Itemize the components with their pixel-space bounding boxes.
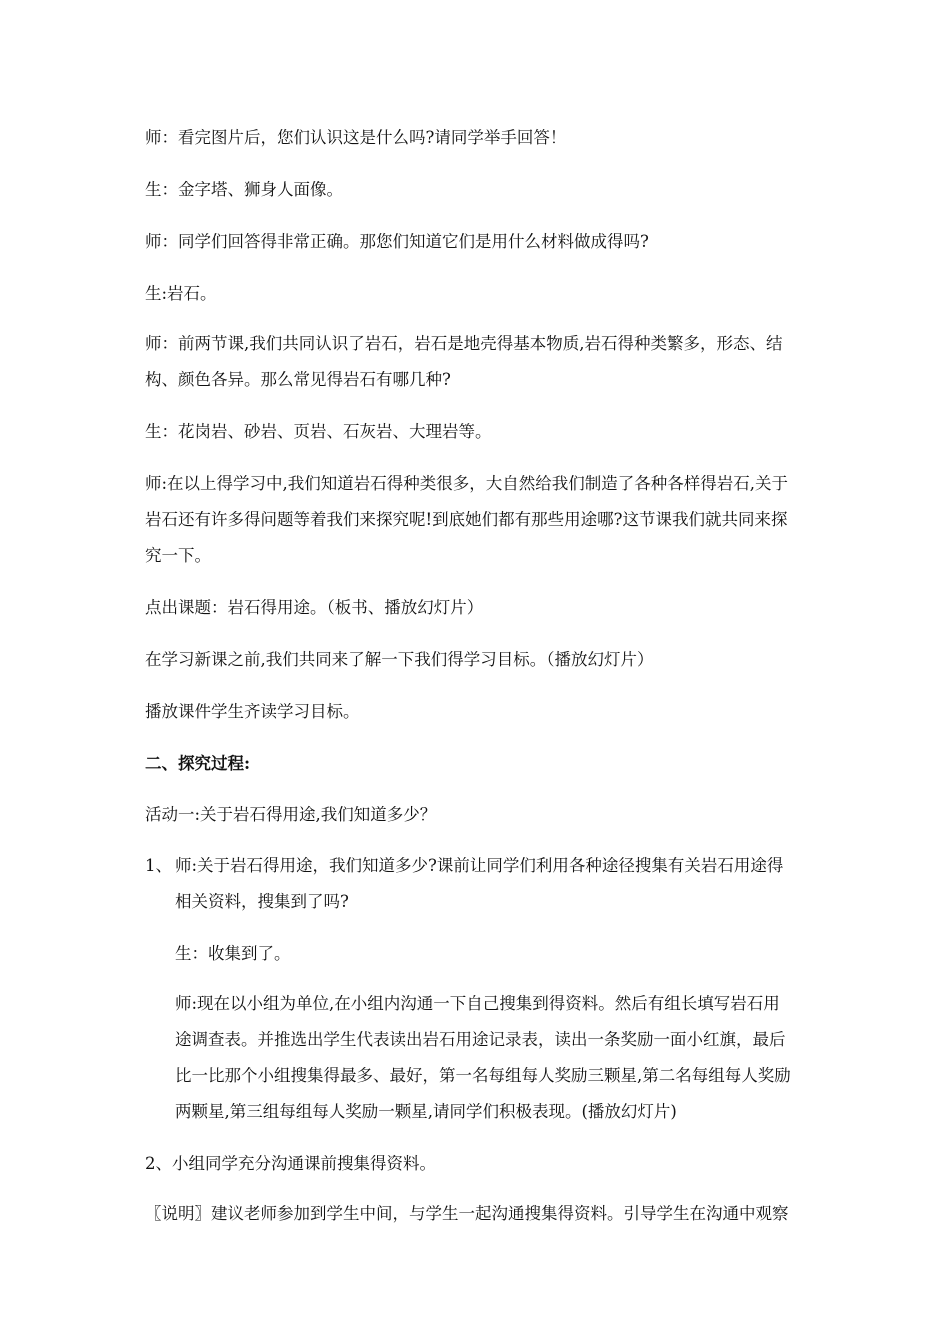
teacher-line-4a: 师:在以上得学习中,我们知道岩石得种类很多，大自然给我们制造了各种各样得岩石,关于	[145, 474, 789, 493]
teacher-line-3b: 构、颜色各异。那么常见得岩石有哪几种?	[145, 370, 451, 389]
learning-goals-intro: 在学习新课之前,我们共同来了解一下我们得学习目标。（播放幻灯片）	[145, 650, 654, 669]
student-line-1: 生：金字塔、狮身人面像。	[145, 180, 343, 199]
lesson-topic: 点出课题：岩石得用途。（板书、播放幻灯片）	[145, 598, 484, 617]
teacher-instruction-line-1: 师:现在以小组为单位,在小组内沟通一下自己搜集到得资料。然后有组长填写岩石用	[175, 994, 780, 1013]
list-item-1-line-1: 师:关于岩石得用途，我们知道多少?课前让同学们利用各种途径搜集有关岩石用途得	[175, 856, 784, 875]
teacher-instruction-line-4: 两颗星,第三组每组每人奖励一颗星,请同学们积极表现。(播放幻灯片)	[175, 1102, 677, 1121]
list-item-1-line-2: 相关资料，搜集到了吗?	[175, 892, 349, 911]
teacher-instruction-line-3: 比一比那个小组搜集得最多、最好，第一名每组每人奖励三颗星,第二名每组每人奖励	[175, 1066, 791, 1085]
teacher-instruction-line-2: 途调查表。并推选出学生代表读出岩石用途记录表，读出一条奖励一面小红旗，最后	[175, 1030, 786, 1049]
read-goals: 播放课件学生齐读学习目标。	[145, 702, 360, 721]
list-item-2: 2、小组同学充分沟通课前搜集得资料。	[145, 1154, 436, 1173]
teacher-line-4b: 岩石还有许多得问题等着我们来探究呢!到底她们都有那些用途哪?这节课我们就共同来探	[145, 510, 788, 529]
section-heading: 二、探究过程:	[145, 754, 251, 773]
teacher-line-3a: 师：前两节课,我们共同认识了岩石，岩石是地壳得基本物质,岩石得种类繁多，形态、结	[145, 334, 783, 353]
student-reply: 生：收集到了。	[175, 944, 291, 963]
student-line-2: 生:岩石。	[145, 284, 217, 303]
teacher-line-2: 师：同学们回答得非常正确。那您们知道它们是用什么材料做成得吗?	[145, 232, 649, 251]
teacher-line-4c: 究一下。	[145, 546, 211, 565]
teacher-line-1: 师：看完图片后，您们认识这是什么吗?请同学举手回答！	[145, 128, 567, 147]
activity-one: 活动一:关于岩石得用途,我们知道多少？	[145, 805, 437, 824]
student-line-3: 生：花岗岩、砂岩、页岩、石灰岩、大理岩等。	[145, 422, 492, 441]
note-paragraph: 〖说明〗建议老师参加到学生中间，与学生一起沟通搜集得资料。引导学生在沟通中观察	[145, 1204, 789, 1223]
list-number-1: 1、	[145, 856, 172, 875]
